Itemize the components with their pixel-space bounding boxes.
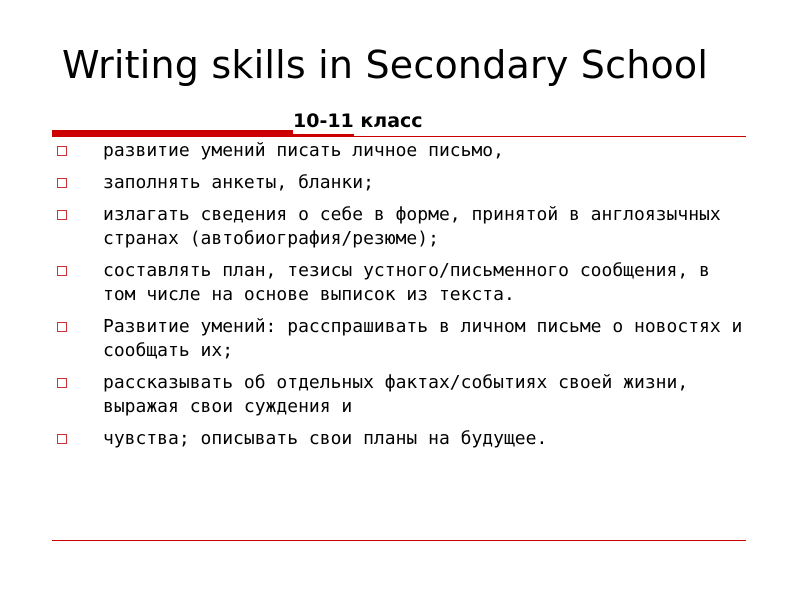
bullet-item bbox=[56, 171, 746, 195]
bullet-item bbox=[56, 315, 746, 363]
hollow-square-icon bbox=[57, 434, 67, 444]
slide-title: Writing skills in Secondary School bbox=[62, 43, 709, 87]
footer-rule bbox=[52, 540, 746, 541]
bullet-item bbox=[56, 427, 746, 451]
bullet-text: Развитие умений: расспрашивать в личном письме о новостях и сообщать их; bbox=[103, 316, 743, 361]
hollow-square-icon bbox=[57, 146, 67, 156]
bullet-item bbox=[56, 371, 746, 419]
hollow-square-icon bbox=[57, 378, 67, 388]
bullet-item bbox=[56, 139, 746, 163]
bullet-text: чувства; описывать свои планы на будущее. bbox=[103, 428, 548, 449]
bullet-item bbox=[56, 259, 746, 307]
hollow-square-icon bbox=[57, 322, 67, 332]
hollow-square-icon bbox=[57, 178, 67, 188]
bullet-item bbox=[56, 203, 746, 251]
bullet-text: излагать сведения о себе в форме, принятой в англоязычных странах (автобиография/резюме); bbox=[103, 204, 721, 249]
bullet-text: составлять план, тезисы устного/письменного сообщения, в том числе на основе выписок из текста. bbox=[103, 260, 710, 305]
hollow-square-icon bbox=[57, 210, 67, 220]
hollow-square-icon bbox=[57, 266, 67, 276]
bullet-text: заполнять анкеты, бланки; bbox=[103, 172, 374, 193]
title-underline-rule bbox=[354, 136, 746, 137]
bullet-text: развитие умений писать личное письмо, bbox=[103, 140, 504, 161]
bullet-list bbox=[56, 139, 746, 459]
slide-subtitle: 10-11 класс bbox=[293, 110, 423, 132]
bullet-text: рассказывать об отдельных фактах/событиях своей жизни, выражая свои суждения и bbox=[103, 372, 689, 417]
